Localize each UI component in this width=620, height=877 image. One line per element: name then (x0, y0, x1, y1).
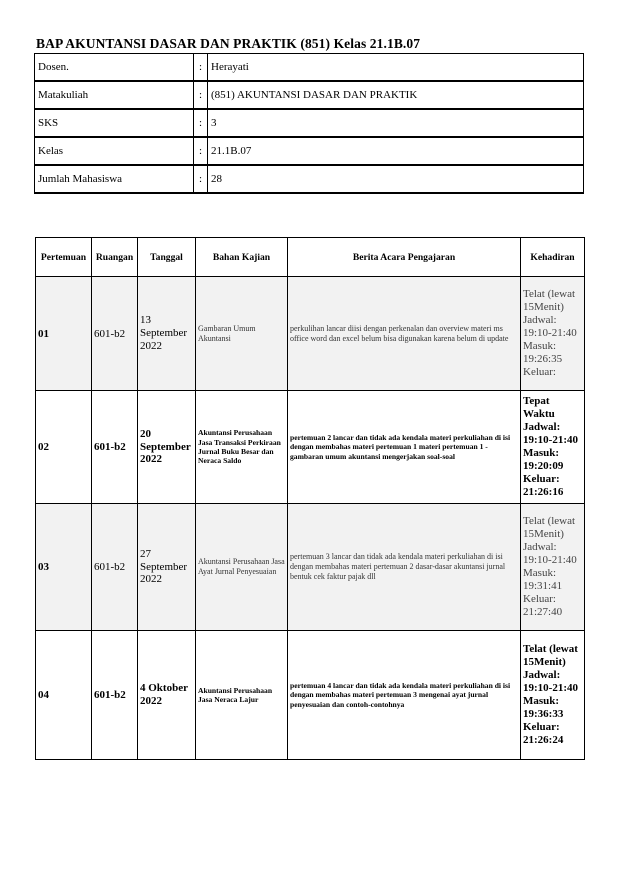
info-label: SKS (35, 109, 194, 137)
attendance-status: Telat (lewat 15Menit) (523, 515, 576, 541)
meeting-number: 02 (36, 391, 92, 504)
info-separator: : (194, 137, 208, 165)
info-value: Herayati (208, 54, 584, 82)
attendance-cell (521, 277, 585, 391)
info-label: Kelas (35, 137, 194, 165)
attendance-out: Keluar: 21:26:24 (523, 720, 564, 746)
table-row (36, 277, 585, 391)
table-row (36, 391, 585, 504)
table-header-row (36, 238, 585, 277)
room: 601-b2 (92, 504, 138, 631)
info-value: 21.1B.07 (208, 137, 584, 165)
study-material: Akuntansi Perusahaan Jasa Ayat Jurnal Penyesuaian (196, 504, 288, 631)
attendance-out: Keluar: 21:27:40 (523, 592, 563, 618)
attendance-in: Masuk: 19:31:41 (523, 567, 563, 592)
info-row-matakuliah (35, 81, 584, 109)
info-row-kelas (35, 137, 584, 165)
info-label: Jumlah Mahasiswa (35, 165, 194, 193)
info-row-dosen (35, 54, 584, 82)
attendance-schedule: Jadwal: 19:10-21:40 (523, 421, 578, 447)
header-ruangan: Ruangan (92, 238, 138, 277)
info-separator: : (194, 81, 208, 109)
header-bahan-kajian: Bahan Kajian (196, 238, 288, 277)
teaching-report: pertemuan 4 lancar dan tidak ada kendala materi perkuliahan di isi dengan membahas materi pertemuan 3 mengenai ayat jurnal penyesuaian dan contoh-contohnya (288, 631, 521, 760)
info-row-sks (35, 109, 584, 137)
attendance-status: Tepat Waktu (523, 395, 555, 421)
meeting-number: 01 (36, 277, 92, 391)
teaching-report: pertemuan 3 lancar dan tidak ada kendala materi perkuliahan di isi dengan membahas materi pertemuan 2 dasar-dasar akuntansi jurnal bentuk cek faktur pajak dll (288, 504, 521, 631)
attendance-cell (521, 391, 585, 504)
header-kehadiran: Kehadiran (521, 238, 585, 277)
info-label: Dosen. (35, 54, 194, 82)
date: 13 September 2022 (138, 277, 196, 391)
room: 601-b2 (92, 391, 138, 504)
info-separator: : (194, 109, 208, 137)
attendance-out: Keluar: (523, 365, 556, 378)
info-row-jumlah-mahasiswa (35, 165, 584, 193)
attendance-schedule: Jadwal: 19:10-21:40 (523, 541, 577, 567)
attendance-status: Telat (lewat 15Menit) (523, 643, 578, 669)
attendance-out: Keluar: 21:26:16 (523, 472, 564, 498)
document-title: BAP AKUNTANSI DASAR DAN PRAKTIK (851) Kelas 21.1B.07 (36, 36, 421, 51)
teaching-report: pertemuan 2 lancar dan tidak ada kendala materi perkuliahan di isi dengan membahas materi pertemuan 1 materi pertemuan 1 - gambaran umum akuntansi mengerjakan soal-soal (288, 391, 521, 504)
date: 20 September 2022 (138, 391, 196, 504)
attendance-in: Masuk: 19:20:09 (523, 447, 564, 472)
study-material: Akuntansi Perusahaan Jasa Transaksi Perkiraan Jurnal Buku Besar dan Neraca Saldo (196, 391, 288, 504)
info-value: (851) AKUNTANSI DASAR DAN PRAKTIK (208, 81, 584, 109)
meeting-number: 04 (36, 631, 92, 760)
attendance-status: Telat (lewat 15Menit) (523, 288, 576, 314)
info-value: 28 (208, 165, 584, 193)
info-value: 3 (208, 109, 584, 137)
attendance-cell (521, 631, 585, 760)
header-berita-acara: Berita Acara Pengajaran (288, 238, 521, 277)
attendance-in: Masuk: 19:36:33 (523, 695, 564, 720)
attendance-schedule: Jadwal: 19:10-21:40 (523, 314, 577, 340)
attendance-table (35, 237, 585, 760)
meeting-number: 03 (36, 504, 92, 631)
room: 601-b2 (92, 631, 138, 760)
table-row (36, 631, 585, 760)
study-material: Akuntansi Perusahaan Jasa Neraca Lajur (196, 631, 288, 760)
attendance-in: Masuk: 19:26:35 (523, 339, 563, 365)
date: 4 Oktober 2022 (138, 631, 196, 760)
course-info-table (34, 53, 584, 194)
table-row (36, 504, 585, 631)
header-pertemuan: Pertemuan (36, 238, 92, 277)
date: 27 September 2022 (138, 504, 196, 631)
header-tanggal: Tanggal (138, 238, 196, 277)
attendance-cell (521, 504, 585, 631)
room: 601-b2 (92, 277, 138, 391)
teaching-report: perkulihan lancar diisi dengan perkenalan dan overview materi ms office word dan excel belum bisa digunakan karena belum di update (288, 277, 521, 391)
study-material: Gambaran Umum Akuntansi (196, 277, 288, 391)
info-separator: : (194, 54, 208, 82)
info-separator: : (194, 165, 208, 193)
info-label: Matakuliah (35, 81, 194, 109)
attendance-schedule: Jadwal: 19:10-21:40 (523, 669, 578, 695)
